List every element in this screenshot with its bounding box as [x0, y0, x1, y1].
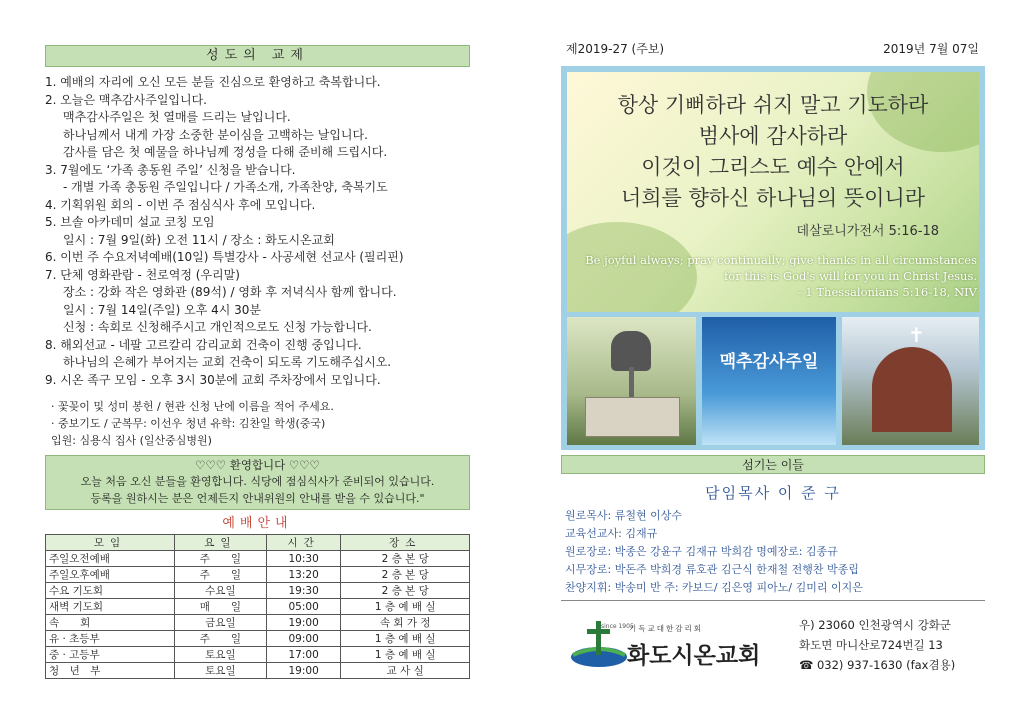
- table-cell: 주 일: [174, 631, 266, 647]
- church-address: [799, 615, 955, 675]
- notice-item: 2. 오늘은 맥추감사주일입니다.: [45, 92, 207, 107]
- notice-item: 4. 기획위원 회의 - 이번 주 점심식사 후에 모입니다.: [45, 197, 316, 212]
- table-cell: 09:00: [266, 631, 341, 647]
- welcome-section: [45, 455, 470, 679]
- church-photo: [842, 317, 979, 445]
- servant-line: 원로목사: 류철현 이상수: [565, 509, 682, 522]
- table-cell: 토요일: [174, 647, 266, 663]
- notice-item: 9. 시온 족구 모임 - 오후 3시 30분에 교회 주차장에서 모입니다.: [45, 372, 381, 387]
- logo-denomination: 기독교대한감리회: [629, 624, 703, 633]
- verse-english-line: for this is God's will for you in Christ Jesus.: [724, 269, 977, 283]
- table-cell: 주 일: [174, 551, 266, 567]
- servants-section: [561, 455, 985, 597]
- senior-pastor: 담임목사 이 준 구: [705, 484, 841, 502]
- notice-item: 일시 : 7월 9일(화) 오전 11시 / 장소 : 화도시온교회: [63, 232, 335, 247]
- table-cell: 1 층 예 배 실: [341, 599, 470, 615]
- verse-line: 항상 기뻐하라 쉬지 말고 기도하라: [617, 93, 929, 117]
- verse-reference: 데살로니가전서 5:16-18: [796, 224, 939, 239]
- table-cell: 수요 기도회: [46, 583, 175, 599]
- table-cell: 중 · 고등부: [46, 647, 175, 663]
- church-building: [872, 347, 952, 432]
- table-cell: 주 일: [174, 567, 266, 583]
- table-row: [46, 551, 470, 567]
- verse-english-line: - 1 Thessalonians 5:16-18, NIV: [797, 285, 977, 299]
- thanksgiving-photo: [702, 317, 836, 445]
- welcome-header: ♡♡♡ 환영합니다 ♡♡♡: [45, 455, 470, 473]
- column-header: 요일: [174, 535, 266, 551]
- column-header: 시간: [266, 535, 341, 551]
- welcome-line: 등록을 원하시는 분은 언제든지 안내위원의 안내를 받을 수 있습니다.": [90, 492, 425, 505]
- verse-line: 범사에 감사하라: [698, 124, 848, 148]
- table-cell: 2 층 본 당: [341, 551, 470, 567]
- memorial-stone: [585, 397, 680, 437]
- table-cell: 속 회 가 정: [341, 615, 470, 631]
- notice-item: 신청 : 속회로 신청해주시고 개인적으로도 신청 가능합니다.: [63, 320, 372, 334]
- table-cell: 주일오후예배: [46, 567, 175, 583]
- notice-list: [45, 74, 470, 389]
- table-header: [46, 535, 470, 551]
- verse-line: 이것이 그리스도 예수 안에서: [641, 155, 905, 179]
- notice-item: 3. 7월에도 ‘가족 총동원 주일’ 신청을 받습니다.: [45, 162, 296, 177]
- notice-item: 맥추감사주일은 첫 열매를 드리는 날입니다.: [63, 110, 291, 124]
- table-cell: 금요일: [174, 615, 266, 631]
- fellowship-section: [45, 45, 470, 449]
- welcome-text: [45, 473, 470, 510]
- table-cell: 수요일: [174, 583, 266, 599]
- bell-icon: [611, 331, 651, 371]
- address-line: 우) 23060 인천광역시 강화군: [799, 618, 952, 632]
- notice-item: 8. 해외선교 - 네팔 고르칼리 감리교회 건축이 진행 중입니다.: [45, 337, 362, 352]
- extra-note: · 꽃꽂이 및 성미 봉헌 / 현관 신청 난에 이름을 적어 주세요.: [51, 400, 334, 413]
- column-header: 장소: [341, 535, 470, 551]
- fellowship-header: 성도의 교제: [45, 45, 470, 67]
- notice-item: 6. 이번 주 수요저녁예배(10일) 특별강사 - 사공세현 선교사 (필리핀): [45, 250, 404, 264]
- table-cell: 2 층 본 당: [341, 583, 470, 599]
- extra-notes: [45, 398, 470, 449]
- table-cell: 19:30: [266, 583, 341, 599]
- extra-note: 입원: 심용식 집사 (일산중심병원): [51, 434, 212, 447]
- welcome-line: 오늘 처음 오신 분들을 환영합니다. 식당에 점심식사가 준비되어 있습니다.: [80, 475, 435, 488]
- table-cell: 속 회: [46, 615, 175, 631]
- table-cell: 토요일: [174, 663, 266, 679]
- service-title: 예배안내: [222, 516, 293, 531]
- table-cell: 청 년 부: [46, 663, 175, 679]
- table-cell: 10:30: [266, 551, 341, 567]
- service-table: [45, 534, 470, 679]
- table-cell: 교 사 실: [341, 663, 470, 679]
- bulletin-header: [560, 40, 985, 60]
- table-row: [46, 647, 470, 663]
- notice-item: 하나님께서 내게 가장 소중한 분이심을 고백하는 날입니다.: [63, 127, 368, 142]
- verse-korean: [567, 90, 979, 214]
- bulletin-date: 2019년 7월 07일: [883, 42, 979, 56]
- servant-line: 시무장로: 박돈주 박희경 류호관 김근식 한재철 전행찬 박종립: [565, 563, 859, 576]
- notice-item: - 개별 가족 총동원 주일입니다 / 가족소개, 가족찬양, 축복기도: [63, 180, 388, 194]
- extra-note: · 중보기도 / 군복무: 이선우 청년 유학: 김찬일 학생(중국): [51, 417, 326, 430]
- table-cell: 매 일: [174, 599, 266, 615]
- table-cell: 2 층 본 당: [341, 567, 470, 583]
- logo-year: since 1905: [601, 623, 634, 630]
- footer: [561, 600, 985, 672]
- table-row: [46, 567, 470, 583]
- servant-line: 원로장로: 박종은 강윤구 김재규 박희감 명예장로: 김종규: [565, 545, 838, 558]
- table-cell: 19:00: [266, 663, 341, 679]
- table-row: [46, 599, 470, 615]
- table-row: [46, 631, 470, 647]
- cover-banner: [561, 66, 985, 450]
- table-row: [46, 663, 470, 679]
- servants-list: [561, 507, 985, 597]
- notice-item: 하나님의 은혜가 부어지는 교회 건축이 되도록 기도해주십시오.: [63, 355, 392, 369]
- table-cell: 05:00: [266, 599, 341, 615]
- cross-icon: ✝: [908, 323, 925, 347]
- table-cell: 1 층 예 배 실: [341, 647, 470, 663]
- table-cell: 1 층 예 배 실: [341, 631, 470, 647]
- column-header: 모임: [46, 535, 175, 551]
- notice-item: 5. 브솔 아카데미 설교 코칭 모임: [45, 215, 215, 229]
- notice-item: 감사를 담은 첫 예물을 하나님께 정성을 다해 준비해 드립시다.: [63, 145, 388, 159]
- verse-image: [567, 72, 979, 312]
- thanksgiving-title: 맥추감사주일: [719, 352, 819, 372]
- table-cell: 13:20: [266, 567, 341, 583]
- table-row: [46, 583, 470, 599]
- church-logo: [569, 615, 769, 675]
- logo-church-name: 화도시온교회: [627, 643, 761, 669]
- table-cell: 19:00: [266, 615, 341, 631]
- servants-header: 섬기는 이들: [561, 455, 985, 474]
- notice-item: 1. 예배의 자리에 오신 모든 분들 진심으로 환영하고 축복합니다.: [45, 75, 381, 89]
- notice-item: 장소 : 강화 작은 영화관 (89석) / 영화 후 저녁식사 함께 합니다.: [63, 285, 397, 299]
- verse-english-line: Be joyful always; pray continually; give thanks in all circumstances: [585, 253, 977, 267]
- address-line: 화도면 마니산로724번길 13: [799, 638, 943, 652]
- table-cell: 주일오전예배: [46, 551, 175, 567]
- verse-english: [577, 252, 977, 300]
- servant-line: 찬양지휘: 박송미 반 주: 카보드/ 김은영 피아노/ 김미리 이지은: [565, 581, 863, 594]
- notice-item: 일시 : 7월 14일(주일) 오후 4시 30분: [63, 302, 262, 317]
- table-cell: 새벽 기도회: [46, 599, 175, 615]
- issue-number: 제2019-27 (주보): [566, 42, 665, 56]
- table-cell: 17:00: [266, 647, 341, 663]
- bell-photo: [567, 317, 696, 445]
- table-row: [46, 615, 470, 631]
- table-cell: 유 · 초등부: [46, 631, 175, 647]
- verse-line: 너희를 향하신 하나님의 뜻이니라: [620, 186, 926, 210]
- address-line: ☎ 032) 937-1630 (fax겸용): [799, 658, 956, 672]
- notice-item: 7. 단체 영화관람 - 천로역정 (우리말): [45, 267, 240, 282]
- servant-line: 교육선교사: 김재규: [565, 527, 658, 540]
